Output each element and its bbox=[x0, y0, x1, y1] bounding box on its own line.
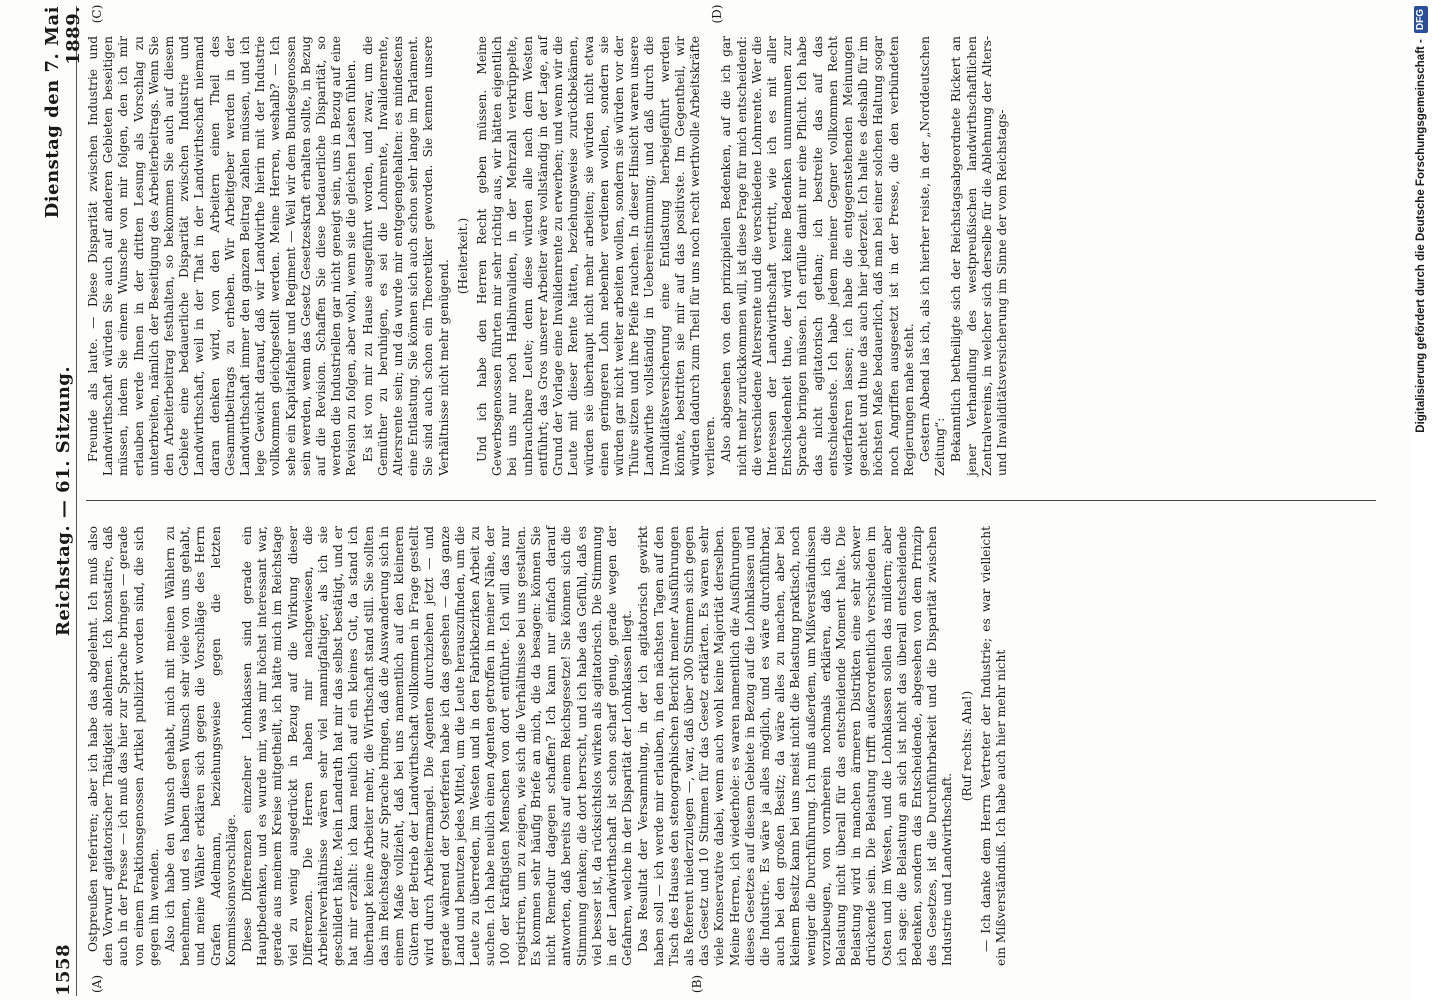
dfg-logo: DFG bbox=[1414, 6, 1428, 33]
margin-marker-c: (C) bbox=[90, 4, 104, 24]
paragraph: Gestern Abend las ich, als ich hierher reiste, in der „Norddeutschen Zeitung“: bbox=[917, 36, 948, 476]
paragraph: — Ich danke dem Herrn Vertreter der Industrie; es war vielleicht ein Mißverständniß. Ich habe auch hier mehr nicht bbox=[978, 526, 1008, 966]
quotation: Bekanntlich betheiligte sich der Reichstagsabgeordnete Rickert an jener Verhandlung des westpreußischen landwirthschaftlichen Zentralvereins, in welcher sich derselbe für die Ablehnung der Alters- und Invaliditätsversicherung im Sinne der vom Reichstags- bbox=[949, 36, 1009, 476]
paragraph: Es ist von mir zu Hause ausgeführt worden, und zwar, um die Gemüther zu beruhigen, es sei die Lohnrente, Invalidenrente, Altersrente sein; und da wurde mir entgegengehalten: es mindestens eine Entlastung. Sie können sich auch schon sehr lange im Parlament. Sie sind auch schon ein Theoretiker geworden. Sie kennen unsere Verhältnisse nicht mehr genügend. bbox=[360, 36, 451, 476]
rotated-document-page bbox=[42, 4, 1410, 996]
paragraph: Diese Differenzen einzelner Lohnklassen sind gerade ein Hauptbedenken, und es wurde mir, was mir höchst interessant war, gerade aus meinem Kreise mitgetheilt, ich hätte mich im Reichstage viel zu wenig ausgedrückt in Bezug auf die Wirkung dieser Differenzen. Die Herren haben mir nachgewiesen, die Arbeiterverhältnisse wären sehr viel mannigfaltiger, als ich sie geschildert hätte. Mein Landrath hat mir das selbst bestätigt, und er hat mir erzählt: ich kam neulich auf ein kleines Gut, da stand ich überhaupt keine Arbeiter mehr, die Wirthschaft stand still. Sie sollten das im Reichstage zur Sprache bringen, daß die Auswanderung sich in einem Maße vollzieht, daß bei uns namentlich auf den kleineren Gütern der Betrieb der Landwirthschaft vollkommen in Frage gestellt wird durch Arbeitermangel. Die Agenten durchziehen jetzt — und gerade während der Osterferien habe ich das gesehen — das ganze Land und benutzen jedes Mittel, um die Leute herauszufinden, um die Leute zu überreden, im Westen und in den Fabrikbezirken Arbeit zu suchen. Ich habe neulich einen Agenten getroffen in meiner Nähe, der 100 der kräftigsten Menschen von dort entführte. Ich will das nur registriren, um zu zeigen, wie sich die Verhältnisse bei uns gestalten. Es kommen sehr häufig Briefe an mich, die da besagen: können Sie nicht Remedur dagegen schaffen? Ich kann nur einfach darauf antworten, daß bereits auf einem Reichsgesetze! Sie können sich die Stimmung denken; die dort herrscht, und ich habe das Gefühl, daß es viel besser ist, da rücksichtslos wirken als agitatorisch. Die Stimmung in der Landwirthschaft ist schon scharf genug, gerade wegen der Gefahren, welche in der Disparität der Lohnklassen liegt. bbox=[240, 526, 635, 966]
text-column-right bbox=[86, 36, 1386, 476]
column-divider bbox=[86, 500, 1376, 501]
paragraph: Freunde als laute. — Diese Disparität zwischen Industrie und Landwirthschaft würden Sie auch auf anderen Gebieten beseitigen müssen, indem Sie einem Wunsche von mir folgen, den ich mir erlauben werde Ihnen in der dritten Lesung als Vorschlag zu unterbreiten, nämlich der Beseitigung des Arbeiterbeitrags. Wenn Sie den Arbeiterbeitrag festhalten, so bekommen Sie auch auf diesem Gebiete eine bedauerliche Disparität zwischen Industrie und Landwirthschaft, weil in der That in der Landwirthschaft niemand daran denken wird, von den Arbeitern einen Theil des Gesammtbeitrags zu erheben. Wir Arbeitgeber werden in der Landwirthschaft immer den ganzen Beitrag zahlen müssen, und ich lege Gewicht darauf, daß wir Landwirthe hierin mit der Industrie vollkommen gleichgestellt werden. Meine Herren, weshalb? — Ich sehe ein Kapitalfehler und Regiment — Weil wir dem Bundesgenossen sein werden, wenn das Gesetz Gesetzeskraft erhalten sollte, in Bezug auf die Revision. Schaffen Sie diese bedauerliche Disparität, so werden die Industriellen gar nicht geneigt sein, uns in Bezug auf eine Revision zu folgen, aber wohl, wenn sie die gleichen Lasten fühlen. bbox=[86, 36, 359, 476]
watermark-text: Digitalisierung gefördert durch die Deutsche Forschungsgemeinschaft - bbox=[1415, 39, 1427, 433]
session-title: Reichstag. — 61. Sitzung. bbox=[52, 365, 74, 637]
margin-marker-a: (A) bbox=[90, 974, 104, 994]
paragraph: Ostpreußen referiren; aber ich habe das abgelehnt. Ich muß also den Vorwurf agitatorischer Thätigkeit ablehnen. Ich konstatire, daß auch in der Presse — ich muß das hier zur Sprache bringen — gerade von einem Fraktionsgenossen Artikel publizirt worden sind, die sich gegen ihn wenden. bbox=[86, 526, 161, 966]
text-column-left bbox=[86, 526, 1386, 966]
paragraph: Also ich habe den Wunsch gehabt, mich mit meinen Wählern zu benehmen, und es haben diesen Wunsch sehr viele von uns gehabt, und meine Wähler erklären sich gegen die Vorschläge des Herrn Grafen Adelmann, beziehungsweise gegen die letzten Kommissionsvorschläge. bbox=[163, 526, 238, 966]
digitization-watermark bbox=[1411, 6, 1431, 996]
margin-marker-b: (B) bbox=[690, 974, 704, 994]
page-number: 1558 bbox=[52, 943, 74, 996]
interjection: (Heiterkeit.) bbox=[455, 217, 470, 295]
paragraph: Und ich habe den Herren Recht geben müssen. Meine Gewerbsgenossen führten mir sehr richtig aus, wir hätten eigentlich bei uns nur noch Halbinvaliden, in der Mehrzahl verkrüppelte, unbrauchbare Leute; denn diese würden alle nach dem Westen entführt; das Gros unserer Arbeiter wäre vollständig in der Lage, auf Grund der Vorlage eine Invalidenrente zu erwerben; und wenn wir die Leute mit dieser Rente hätten, beziehungsweise zurückbekämen, würden sie überhaupt nicht mehr arbeiten; sie würden nicht etwa einen geringeren Lohn nebenher verdienen wollen, sondern sie würden gar nicht weiter arbeiten wollen, sondern sie würden vor der Thüre sitzen und ihre Pfeife rauchen. In dieser Hinsicht waren unsere Landwirthe vollständig in Uebereinstimmung; und daß durch die Invaliditätsversicherung eine Entlastung herbeigeführt werden könnte, bestritten sie mir auf das positivste. Im Gegentheil, wir würden dadurch zum Theil für uns noch recht werthvolle Arbeitskräfte verlieren. bbox=[475, 36, 718, 476]
interjection: (Ruf rechts: Aha!) bbox=[959, 690, 974, 802]
margin-marker-d: (D) bbox=[710, 4, 724, 24]
session-date: Dienstag den 7. Mai 1889. bbox=[42, 6, 84, 219]
running-header bbox=[42, 6, 84, 996]
paragraph: Das Resultat der Versammlung, in der ich agitatorisch gewirkt haben soll — ich werde mir erlauben, in den nächsten Tagen auf den Tisch des Hauses den stenographischen Bericht meiner Ausführungen als Referent niederzulegen —, war, daß über 300 Stimmen sich gegen das Gesetz und 10 Stimmen für das Gesetz erklärten. Es waren sehr viele Konservative dabei, wenn auch wohl keine Majorität derselben. Meine Herren, ich wiederhole: es waren namentlich die Ausführungen dieses Gesetzes auf diesem Gebiete in Bezug auf die Lohnklassen und die Industrie. Es wäre ja alles möglich, und es wäre durchführbar, auch bei den großen Besitz; da wäre alles zu machen, aber bei kleinem Besitz kann bei uns meist nicht die Belastung praktisch, noch weniger die Durchführung. Ich muß außerdem, um Mißverständnissen vorzubeugen, von vornherein nochmals erklären, daß ich die Belastung nicht überall für das entscheidende Moment halte. Die Belastung wird in manchen ärmeren Distrikten eine sehr schwer drückende sein. Die Belastung trifft außerordentlich verschieden im Osten und im Westen, und die Lohnklassen sollen das mildern; aber ich sage: die Belastung an sich ist nicht das überall entscheidende Bedenken, sondern das Entscheidende, abgesehen von dem Prinzip des Gesetzes, ist die Durchführbarkeit und die Disparität zwischen Industrie und Landwirthschaft. bbox=[636, 526, 955, 966]
paragraph: Also abgesehen von den prinzipiellen Bedenken, auf die ich gar nicht mehr zurückkommen will, ist diese Frage für mich entscheidend: die verschiedene Altersrente und die verschiedene Lohnrente. Wer die Interessen der Landwirthschaft vertritt, wie ich es mit aller Entschiedenheit thue, der wird keine Bedenken unnummunen zur Sprache bringen müssen. Ich erfülle damit nur eine Pflicht. Ich habe das nicht agitatorisch gethan; ich bestreite das auf das entschiedenste. Ich habe jedem meiner Gegner vollkommen Recht widerfahren lassen; ich habe die entgegenstehenden Meinungen geachtet und thue das auch hier jederzeit. Ich halte es deshalb für im höchsten Maße bedauerlich, daß man bei einer solchen Haltung sogar noch Angriffen ausgesetzt ist in der Presse, die den verbündeten Regierungen nahe steht. bbox=[719, 36, 916, 476]
